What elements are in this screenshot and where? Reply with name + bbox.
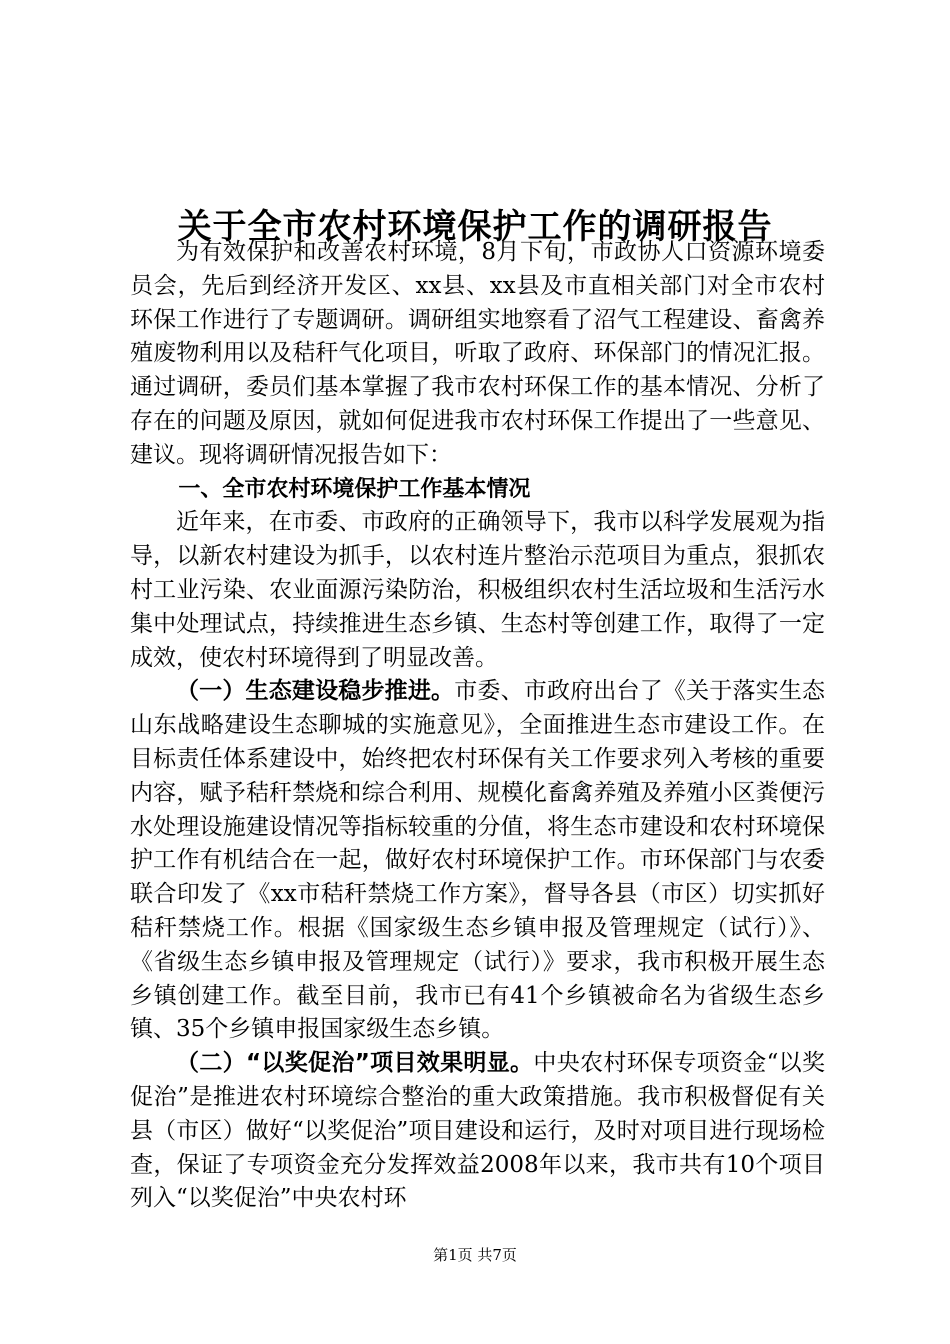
section-1-paragraph: 近年来，在市委、市政府的正确领导下，我市以科学发展观为指导，以新农村建设为抓手，以农村连片整治示范项目为重点，狠抓农村工业污染、农业面源污染防治，积极组织农村生活垃圾和生活污水集中处理试点，持续推进生态乡镇、生态村等创建工作，取得了一定成效，使农村环境得到了明显改善。 (130, 509, 825, 671)
subsection-1-lead: （一）生态建设稳步推进。 (176, 678, 455, 705)
subsection-1-paragraph (130, 675, 825, 1047)
page-footer: 第1页 共7页 (433, 1246, 517, 1264)
document-body (130, 236, 825, 1216)
intro-paragraph: 为有效保护和改善农村环境，8月下旬，市政协人口资源环境委员会，先后到经济开发区、xx县、xx县及市直相关部门对全市农村环保工作进行了专题调研。调研组实地察看了沼气工程建设、畜禽养殖废物利用以及秸秆气化项目，听取了政府、环保部门的情况汇报。通过调研，委员们基本掌握了我市农村环保工作的基本情况、分析了存在的问题及原因，就如何促进我市农村环保工作提出了一些意见、建议。现将调研情况报告如下： (130, 239, 825, 468)
subsection-2-paragraph (130, 1047, 825, 1216)
section-heading-1: 一、全市农村环境保护工作基本情况 (178, 476, 531, 502)
document-title: 关于全市农村环境保护工作的调研报告 (177, 206, 773, 247)
subsection-1-text: 市委、市政府出台了《关于落实生态山东战略建设生态聊城的实施意见》，全面推进生态市建设工作。在目标责任体系建设中，始终把农村环保有关工作要求列入考核的重要内容，赋予秸秆禁烧和综合利用、规模化畜禽养殖及养殖小区粪便污水处理设施建设情况等指标较重的分值，将生态市建设和农村环境保护工作有机结合在一起，做好农村环境保护工作。市环保部门与农委联合印发了《xx市秸秆禁烧工作方案》，督导各县（市区）切实抓好秸秆禁烧工作。根据《国家级生态乡镇申报及管理规定（试行）》、《省级生态乡镇申报及管理规定（试行）》要求，我市积极开展生态乡镇创建工作。截至目前，我市已有41个乡镇被命名为省级生态乡镇、35个乡镇申报国家级生态乡镇。 (130, 678, 826, 1043)
subsection-2-lead: （二）“以奖促治”项目效果明显。 (176, 1050, 534, 1077)
subsection-2-text: 中央农村环保专项资金“以奖促治”是推进农村环境综合整治的重大政策措施。我市积极督促有关县（市区）做好“以奖促治”项目建设和运行，及时对项目进行现场检查，保证了专项资金充分发挥效益2008年以来，我市共有10个项目列入“以奖促治”中央农村环 (130, 1050, 826, 1212)
